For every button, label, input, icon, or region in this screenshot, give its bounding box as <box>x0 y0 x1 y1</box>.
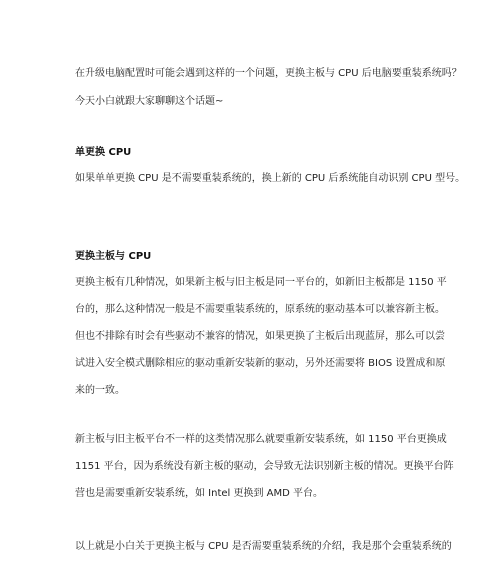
intro-line-2: 今天小白就跟大家聊聊这个话题~ <box>75 96 224 107</box>
board-para2-line-3: 营也是需要重新安装系统，如 Intel 更换到 AMD 平台。 <box>75 488 324 499</box>
board-para1-line-1: 更换主板有几种情况，如果新主板与旧主板是同一平台的，如新旧主板都是 1150 平 <box>75 277 447 288</box>
intro-line-1: 在升级电脑配置时可能会遇到这样的一个问题，更换主板与 CPU 后电脑要重装系统吗？ <box>75 68 462 79</box>
section-heading-board-cpu: 更换主板与 CPU <box>75 251 152 262</box>
board-para2-line-2: 1151 平台，因为系统没有新主板的驱动，会导致无法识别新主板的情况。更换平台阵 <box>75 461 454 472</box>
board-para1-line-3: 但也不排除有时会有些驱动不兼容的情况，如果更换了主板后出现蓝屏，那么可以尝 <box>75 331 445 342</box>
section-heading-cpu: 单更换 CPU <box>75 147 132 158</box>
board-para2-line-1: 新主板与旧主板平台不一样的这类情况那么就要重新安装系统，如 1150 平台更换成 <box>75 434 447 445</box>
board-para1-line-2: 台的，那么这种情况一般是不需要重装系统的，原系统的驱动基本可以兼容新主板。 <box>75 304 445 315</box>
section-cpu-text: 如果单单更换 CPU 是不需要重装系统的，换上新的 CPU 后系统能自动识别 CPU 型号。 <box>75 173 466 184</box>
board-para1-line-4: 试进入安全模式删除相应的驱动重新安装新的驱动，另外还需要将 BIOS 设置成和原 <box>75 358 446 369</box>
conclusion-line-1: 以上就是小白关于更换主板与 CPU 是否需要重装系统的介绍，我是那个会重装系统的 <box>75 541 452 552</box>
board-para1-line-5: 来的一致。 <box>75 385 125 396</box>
